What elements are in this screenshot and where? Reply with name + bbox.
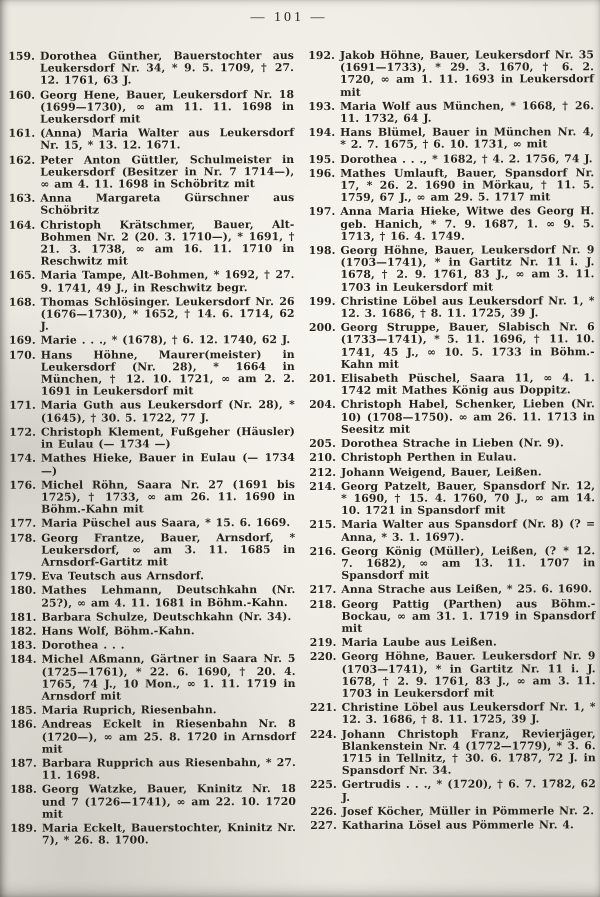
entry-text: Barbara Rupprich aus Riesenbahn, * 27. 11. 1698.	[41, 755, 296, 782]
entry-number: 174.	[9, 451, 37, 466]
entry-text: (Anna) Maria Walter aus Leukersdorf Nr. 15, * 13. 12. 1671.	[40, 126, 295, 153]
register-entry	[8, 349, 295, 399]
register-entry	[308, 437, 595, 450]
entry-text: Johann Christoph Franz, Revierjäger, Blankenstein Nr. 4 (1772—1779), * 3. 6. 1715 in Tellnitz, † 30. 6. 1787, 72 J. in Spansdorf Nr. 34.	[341, 726, 596, 778]
register-entry	[307, 153, 594, 166]
entry-number: 170.	[9, 348, 36, 362]
entry-text: Eva Teutsch aus Arnsdorf.	[41, 569, 205, 583]
entry-number: 187.	[10, 756, 37, 770]
entry-text: Michel Aßmann, Gärtner in Saara Nr. 5 (1725—1761), * 22. 6. 1690, † 20. 4. 1765, 74 J., 10 Mon., ∞ 1. 11. 1719 in Arnsdorf mit	[41, 652, 296, 703]
entry-text: Mathes Lehmann, Deutschkahn (Nr. 25?), ∞ am 4. 11. 1681 in Böhm.-Kahn.	[41, 583, 296, 610]
page-number-header: — 101 —	[250, 10, 328, 25]
register-columns	[7, 49, 596, 849]
register-entry	[308, 545, 595, 582]
register-entry	[8, 269, 295, 294]
entry-number: 210.	[309, 451, 337, 465]
entry-number: 226.	[310, 804, 337, 818]
entry-number: 172.	[9, 425, 36, 439]
entry-text: Christoph Habel, Schenker, Lieben (Nr. 10) (1708—1750). ∞ am 26. 11. 1713 in Seesitz mit	[340, 397, 595, 436]
entry-text: Christoph Krätschmer, Bauer, Alt-Bohmen Nr. 2 (20. 3. 1710—), * 1691, † 21. 3. 1738, ∞ am 16. 11. 1710 in Reschwitz mit	[40, 217, 295, 268]
register-entry	[307, 49, 594, 99]
entry-number: 176.	[9, 478, 37, 492]
entry-number: 182.	[9, 624, 37, 638]
register-entry	[308, 452, 595, 465]
entry-number: 181.	[9, 610, 37, 624]
entry-number: 193.	[308, 99, 336, 113]
register-entry	[308, 480, 595, 517]
entry-number: 199.	[308, 294, 336, 308]
entry-number: 188.	[10, 783, 37, 797]
register-entry	[8, 479, 295, 516]
entry-text: Georg Höhne, Bauer, Leukersdorf Nr. 9 (1703—1741), * in Gartitz Nr. 11 i. J. 1678, † 2. 9. 1761, 83 J., ∞ am 3. 11. 1703 in Leukersdorf mit	[340, 243, 595, 294]
entry-number: 169.	[8, 334, 36, 348]
entry-number: 194.	[308, 126, 336, 140]
entry-number: 214.	[309, 479, 337, 493]
entry-text: Maria Tampe, Alt-Bohmen, * 1692, † 27. 9. 1741, 49 J., in Reschwitz begr.	[40, 268, 295, 295]
entry-number: 196.	[308, 166, 336, 180]
entry-number: 225.	[310, 778, 337, 792]
entry-number: 216.	[309, 544, 337, 558]
entry-text: Dorothea Strache in Lieben (Nr. 9).	[340, 436, 564, 450]
register-entry	[8, 426, 295, 451]
entry-number: 180.	[9, 584, 37, 598]
register-entry	[7, 50, 294, 87]
entry-text: Georg Struppe, Bauer, Slabisch Nr. 6 (1733—1741), * 5. 11. 1696, † 11. 10. 1741, 45 J., ∞ 10. 5. 1733 in Böhm.-Kahn mit	[340, 320, 595, 371]
register-entry	[8, 584, 295, 609]
entry-text: Josef Köcher, Müller in Pömmerle Nr. 2.	[341, 804, 595, 818]
register-entry	[307, 244, 594, 294]
entry-text: Mathes Hieke, Bauer in Eulau (— 1734 —)	[41, 451, 296, 478]
register-entry	[8, 639, 295, 652]
register-entry	[8, 532, 295, 569]
register-entry	[9, 704, 296, 717]
register-entry	[7, 127, 294, 152]
entry-text: Barbara Schulze, Deutschkahn (Nr. 34).	[41, 609, 292, 624]
entry-number: 198.	[308, 243, 336, 258]
entry-number: 201.	[309, 371, 336, 386]
entry-number: 179.	[9, 569, 37, 583]
entry-text: Maria Wolf aus München, * 1668, † 26. 11. 1732, 64 J.	[340, 99, 595, 125]
entry-text: Hans Höhne, Maurer(meister) in Leukersdorf (Nr. 28), * 1664 in München, † 12. 10. 1721, ∞ am 2. 2. 1691 in Leukersdorf mit	[40, 347, 295, 398]
entry-number: 192.	[308, 48, 335, 62]
entry-text: Maria Püschel aus Saara, * 15. 6. 1669.	[41, 516, 291, 530]
entry-text: Andreas Eckelt in Riesenbahn Nr. 8 (1720—), ∞ am 25. 8. 1720 in Arnsdorf mit	[41, 717, 296, 756]
entry-number: 197.	[308, 205, 336, 219]
register-entry	[8, 452, 295, 477]
entry-number: 165.	[8, 269, 36, 283]
entry-text: Georg Patzelt, Bauer, Spansdorf Nr. 12, * 1690, † 15. 4. 1760, 70 J., ∞ am 14. 10. 1721 in Spansdorf mit	[341, 478, 596, 518]
entry-text: Georg Frantze, Bauer, Arnsdorf, * Leukersdorf, ∞ am 3. 11. 1685 in Arnsdorf-Gartitz mit	[41, 530, 296, 569]
entry-text: Christine Löbel aus Leukersdorf Nr. 1, * 12. 3. 1686, † 8. 11. 1725, 39 J.	[341, 700, 596, 727]
entry-text: Hans Wolf, Böhm.-Kahn.	[41, 624, 195, 638]
entry-number: 212.	[309, 465, 337, 479]
entry-number: 218.	[309, 597, 337, 611]
register-entry	[308, 321, 595, 371]
entry-text: Georg Pattig (Parthen) aus Böhm.-Bockau, ∞ am 31. 1. 1719 in Spansdorf mit	[341, 596, 596, 635]
register-entry	[7, 219, 294, 269]
entry-number: 161.	[8, 126, 36, 140]
entry-text: Katharina Lösel aus Pömmerle Nr. 4.	[341, 818, 574, 832]
register-entry	[9, 718, 296, 755]
entry-number: 184.	[9, 653, 37, 667]
entry-number: 183.	[9, 638, 37, 652]
entry-text: Thomas Schlösinger. Leukersdorf Nr. 26 (1676—1730), * 1652, † 14. 6. 1714, 62 J.	[40, 294, 295, 333]
entry-number: 224.	[310, 727, 337, 741]
entry-number: 164.	[8, 218, 36, 232]
register-entry	[307, 100, 594, 125]
entry-text: Dorothea . . ., * 1682, † 4. 2. 1756, 74 J.	[340, 151, 593, 166]
entry-text: Elisabeth Püschel, Saara 11, ∞ 4. 1. 1742 mit Mathes König aus Doppitz.	[340, 371, 595, 398]
register-entry	[9, 783, 296, 820]
register-entry	[309, 819, 596, 832]
right-column	[307, 49, 596, 848]
register-entry	[9, 757, 296, 782]
register-entry	[308, 466, 595, 479]
entry-text: Marie . . ., * (1678), † 6. 12. 1740, 62 J.	[40, 333, 291, 348]
entry-text: Dorothea . . .	[41, 638, 125, 652]
entry-text: Georg Hene, Bauer, Leukersdorf Nr. 18 (1699—1730), ∞ am 11. 11. 1698 in Leukersdorf mit	[40, 87, 295, 126]
entry-number: 189.	[10, 821, 38, 835]
register-entry	[8, 570, 295, 583]
register-entry	[307, 167, 594, 204]
register-entry	[8, 517, 295, 530]
entry-number: 227.	[310, 818, 338, 832]
register-entry	[309, 701, 596, 726]
register-entry	[8, 400, 295, 425]
register-entry	[8, 625, 295, 638]
entry-text: Christine Löbel aus Leukersdorf Nr. 1, * 12. 3. 1686, † 8. 11. 1725, 39 J.	[340, 294, 595, 320]
register-entry	[7, 192, 294, 217]
entry-number: 221.	[309, 701, 337, 715]
entry-text: Gertrudis . . ., * (1720), † 6. 7. 1782, 62 J.	[341, 777, 596, 804]
register-entry	[308, 598, 595, 635]
register-entry	[308, 372, 595, 397]
entry-number: 217.	[309, 583, 337, 597]
entry-number: 178.	[9, 531, 37, 545]
entry-text: Georg König (Müller), Leißen, (? * 12. 7. 1682), ∞ am 13. 11. 1707 in Spansdorf mit	[341, 543, 596, 583]
entry-text: Anna Strache aus Leißen, * 25. 6. 1690.	[341, 582, 593, 597]
register-entry	[307, 126, 594, 151]
register-entry	[8, 611, 295, 624]
entry-text: Maria Eckelt, Bauerstochter, Kninitz Nr. 7), * 26. 8. 1700.	[41, 821, 297, 847]
entry-text: Maria Laube aus Leißen.	[341, 635, 497, 650]
register-entry	[7, 89, 294, 126]
register-entry	[309, 805, 596, 818]
register-entry	[307, 206, 594, 243]
entry-text: Johann Weigend, Bauer, Leißen.	[341, 464, 542, 479]
register-entry	[308, 399, 595, 436]
entry-number: 215.	[309, 518, 337, 532]
register-entry	[7, 154, 294, 191]
entry-number: 204.	[309, 398, 336, 412]
entry-number: 186.	[9, 718, 37, 732]
register-entry	[309, 779, 596, 804]
register-entry	[308, 636, 595, 649]
register-entry	[308, 584, 595, 597]
entry-text: Georg Höhne, Bauer. Leukersdorf Nr. 9 (1703—1741), * in Gartitz Nr. 11 i. J. 1678, † 2. 9. 1761, 83 J., ∞ am 3. 11. 1703 in Leukersdorf mit	[341, 649, 596, 700]
entry-number: 219.	[309, 636, 337, 650]
entry-text: Maria Walter aus Spansdorf (Nr. 8) (? = Anna, * 3. 1. 1697).	[341, 517, 596, 544]
register-entry	[8, 296, 295, 333]
entry-number: 205.	[309, 437, 337, 451]
entry-text: Anna Maria Hieke, Witwe des Georg H. geb. Hanich, * 7. 9. 1687, 1. ∞ 9. 5. 1713, † 16. 4. 1749.	[340, 204, 595, 243]
register-entry	[308, 295, 595, 320]
entry-text: Peter Anton Güttler, Schulmeister in Leukersdorf (Besitzer in Nr. 7 1714—), ∞ am 4. 11. 1698 in Schöbritz mit	[40, 152, 295, 191]
entry-number: 185.	[9, 703, 37, 717]
entry-number: 200.	[308, 321, 336, 335]
entry-text: Jakob Höhne, Bauer, Leukersdorf Nr. 35 (1691—1733), * 29. 3. 1670, † 6. 2. 1720, ∞ am 1. 11. 1693 in Leukersdorf mit	[339, 48, 595, 99]
entry-number: 160.	[8, 88, 36, 102]
entry-number: 195.	[308, 152, 336, 166]
entry-number: 168.	[8, 295, 36, 309]
entry-number: 163.	[8, 191, 36, 206]
entry-text: Michel Röhn, Saara Nr. 27 (1691 bis 1725), † 1733, ∞ am 26. 11. 1690 in Böhm.-Kahn mit	[41, 477, 296, 516]
entry-text: Georg Watzke, Bauer, Kninitz Nr. 18 und 7 (1726—1741), ∞ am 22. 10. 1720 mit	[41, 782, 296, 821]
entry-text: Dorothea Günther, Bauerstochter aus Leukersdorf Nr. 34, * 9. 5. 1709, † 27. 12. 1761, 63 J.	[39, 49, 295, 88]
entry-text: Christoph Perthen in Eulau.	[341, 450, 517, 465]
register-entry	[9, 822, 296, 847]
entry-text: Anna Margareta Gürschner aus Schöbritz	[40, 191, 295, 218]
register-entry	[309, 728, 596, 778]
entry-number: 171.	[9, 399, 36, 413]
entry-text: Maria Ruprich, Riesenbahn.	[41, 703, 217, 717]
entry-text: Maria Guth aus Leukersdorf (Nr. 28), * (1645), † 30. 5. 1722, 77 J.	[40, 398, 295, 425]
entry-number: 159.	[8, 49, 35, 63]
entry-number: 177.	[9, 517, 37, 531]
entry-text: Mathes Umlauft, Bauer, Spansdorf Nr. 17, * 26. 2. 1690 in Mörkau, † 11. 5. 1759, 67 J., ∞ am 29. 5. 1717 mit	[340, 166, 595, 205]
left-column	[7, 50, 296, 849]
entry-number: 162.	[8, 153, 36, 167]
entry-text: Christoph Klement, Fußgeher (Häusler) in Eulau (— 1734 —)	[40, 424, 295, 451]
register-entry	[9, 653, 296, 703]
register-entry	[8, 334, 295, 347]
register-entry	[308, 519, 595, 544]
register-entry	[309, 651, 596, 701]
entry-text: Hans Blümel, Bauer in München Nr. 4, * 2. 7. 1675, † 6. 10. 1731, ∞ mit	[340, 125, 595, 152]
entry-number: 220.	[309, 650, 337, 664]
